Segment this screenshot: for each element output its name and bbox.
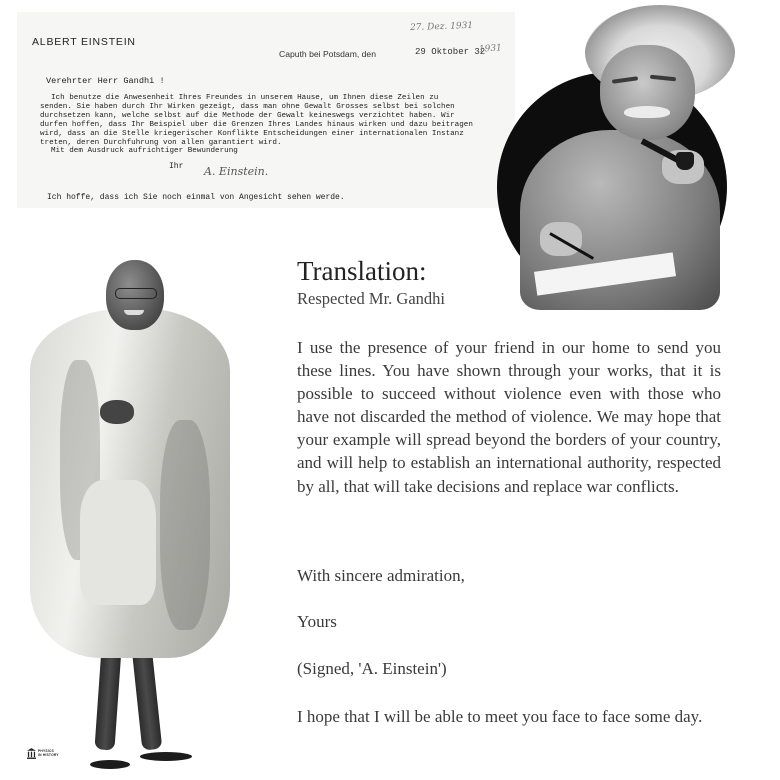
handwritten-year: 1931 xyxy=(478,43,503,55)
letter-date: 29 Oktober 32 xyxy=(415,47,486,57)
letter-body xyxy=(40,94,510,156)
translation-salutation: Respected Mr. Gandhi xyxy=(297,289,446,308)
gandhi-smile xyxy=(124,310,144,315)
letter-line: durchsetzen kann, welche selbst auf die Methode der Gewalt keineswegs verzichtet haben. Wir xyxy=(40,111,455,120)
gandhi-glasses xyxy=(115,288,157,299)
shawl-fold xyxy=(160,420,210,630)
letter-line: treten, deren Durchfuhrung von allen garantiert wird. xyxy=(40,138,282,147)
logo-line2: IN HISTORY xyxy=(38,752,59,757)
gandhi-hand xyxy=(100,400,134,424)
letter-line: durfen hoffen, dass Ihr Beispiel uber die Grenzen Ihres Landes hinaus wirken und dazu beitragen xyxy=(40,120,473,129)
gandhi-dhoti xyxy=(80,480,156,605)
letter-line: Ich benutze die Anwesenheit Ihres Freundes in unserem Hause, um Ihnen diese Zeilen zu xyxy=(51,94,439,102)
translation-closing: With sincere admiration, xyxy=(297,566,465,585)
translation-signature: (Signed, 'A. Einstein') xyxy=(297,659,447,678)
handwritten-signature: A. Einstein. xyxy=(204,165,269,178)
einstein-moustache xyxy=(624,106,670,118)
temple-icon xyxy=(27,748,36,759)
letter-line: Mit dem Ausdruck aufrichtiger Bewunderung xyxy=(51,147,238,156)
einstein-face xyxy=(600,45,695,140)
translation-valediction: Yours xyxy=(297,612,337,631)
gandhi-sandal-right xyxy=(140,752,192,761)
letter-salutation: Verehrter Herr Gandhi ! xyxy=(46,76,165,86)
logo-text xyxy=(38,750,59,757)
logo-line1: PHYSICS xyxy=(38,749,54,753)
handwritten-note: 27. Dez. 1931 xyxy=(409,20,474,34)
translation-heading: Translation: xyxy=(297,256,427,286)
translation-postscript: I hope that I will be able to meet you face to face some day. xyxy=(297,707,703,726)
translation-body: I use the presence of your friend in our home to send you these lines. You have shown through your works, that it is possible to succeed without violence even with those who have not discarded the method of violence. We may hope that your example will spread beyond the borders of your country, and will help to establish an international authority, respected by all, that will take decisions and replace war conflicts. xyxy=(297,338,721,496)
letter-line: senden. Sie haben durch Ihr Wirken gezeigt, dass man ohne Gewalt Grosses selbst bei solchen xyxy=(40,102,455,111)
letterhead-name: ALBERT EINSTEIN xyxy=(32,36,136,48)
letter-line: wird, dass an die Stelle kriegerischer Konflikte Entscheidungen einer internationalen Instanz xyxy=(40,129,464,138)
letter-scan xyxy=(17,12,515,208)
letter-place: Caputh bei Potsdam, den xyxy=(279,49,376,59)
physics-in-history-logo xyxy=(27,748,59,759)
pipe-bowl xyxy=(676,152,694,170)
gandhi-sandal-left xyxy=(90,760,130,769)
letter-postscript: Ich hoffe, dass ich Sie noch einmal von Angesicht sehen werde. xyxy=(47,193,345,202)
letter-closing: Ihr xyxy=(169,162,184,171)
